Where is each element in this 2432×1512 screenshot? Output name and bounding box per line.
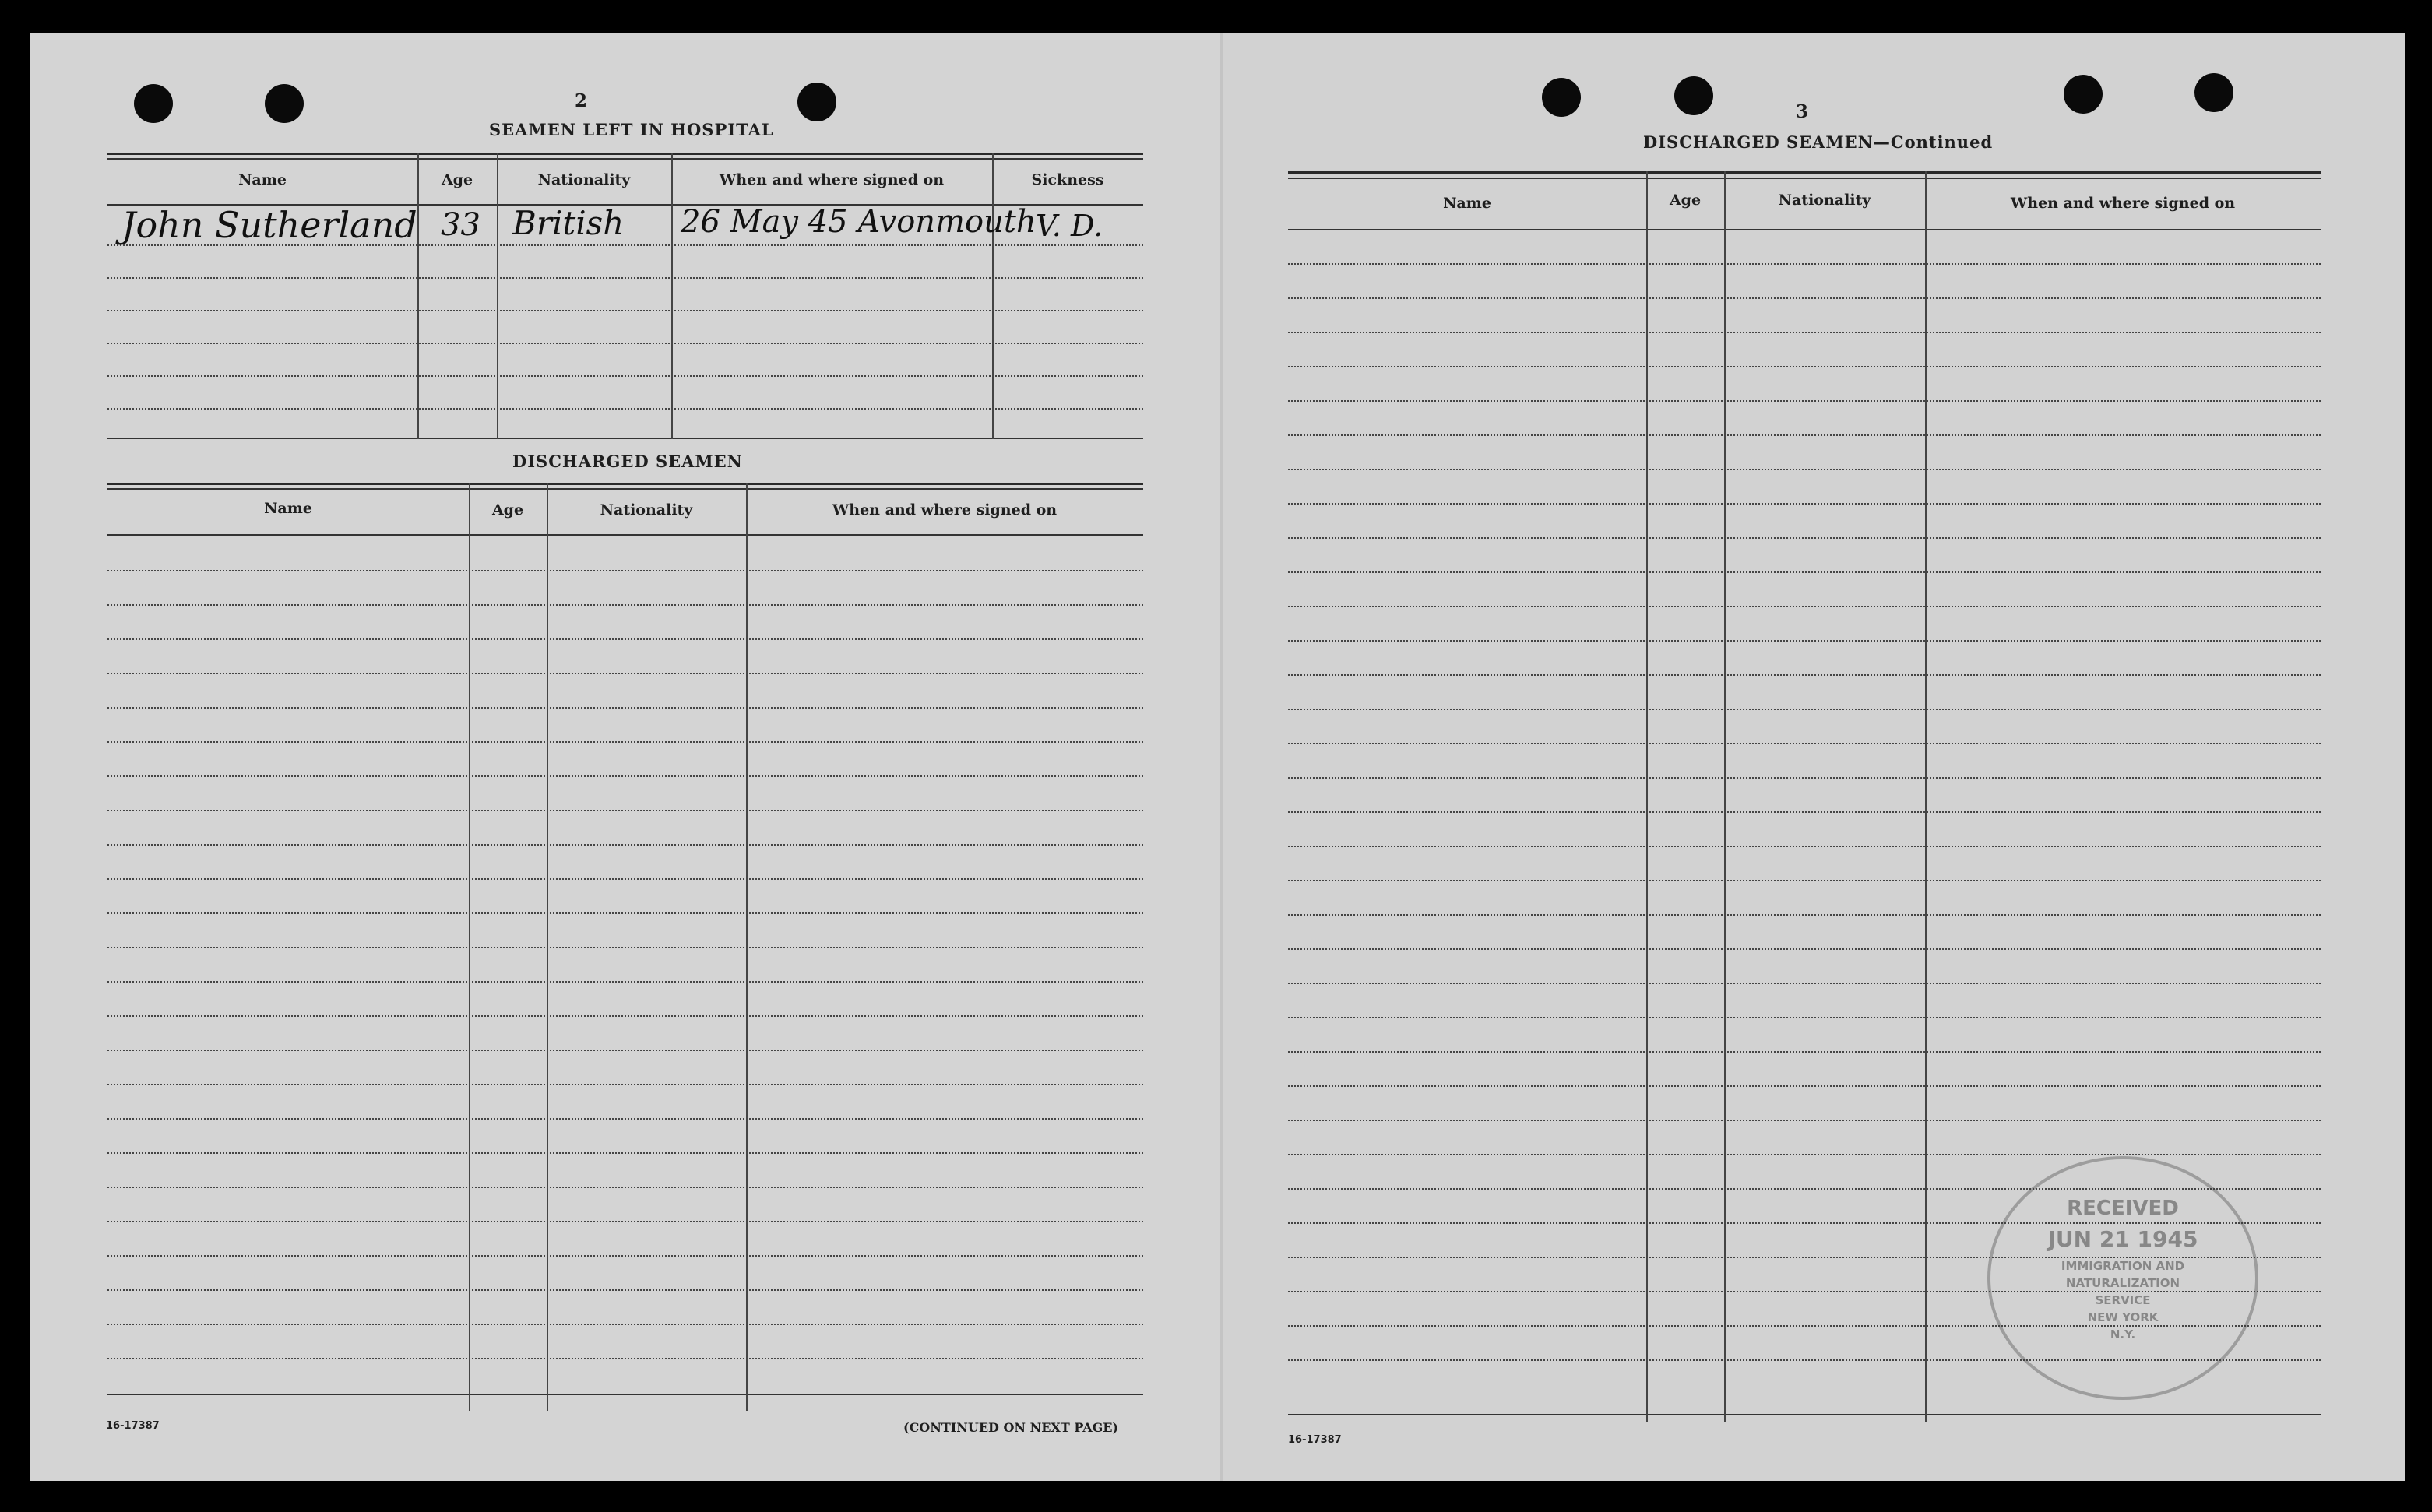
hospital-row-age: 33 <box>441 207 480 243</box>
stamp-date: JUN 21 1945 <box>2047 1226 2198 1252</box>
column-header-nationality: Nationality <box>600 501 693 519</box>
punch-hole <box>2064 75 2103 114</box>
column-header-signed-on: When and where signed on <box>2010 195 2236 212</box>
stamp-text: SERVICE <box>2095 1293 2151 1307</box>
stamp-text: NEW YORK <box>2087 1310 2159 1324</box>
punch-hole <box>797 83 836 121</box>
punch-hole <box>265 84 304 123</box>
page-number: 2 <box>575 90 588 111</box>
column-header-age: Age <box>491 501 524 519</box>
punch-hole <box>2194 73 2233 112</box>
discharged-table-left <box>107 483 1143 1411</box>
stamp-text: NATURALIZATION <box>2065 1276 2180 1290</box>
hospital-table <box>107 153 1143 439</box>
form-number: 16-17387 <box>1288 1434 1342 1446</box>
column-header-name: Name <box>1443 195 1491 212</box>
punch-hole <box>1674 76 1713 115</box>
column-header-signed-on: When and where signed on <box>719 171 945 188</box>
hospital-row-name: John Sutherland <box>121 204 417 246</box>
column-header-age: Age <box>441 171 473 188</box>
column-header-sickness: Sickness <box>1031 171 1104 188</box>
punch-hole <box>1542 78 1581 117</box>
discharged-section-title: DISCHARGED SEAMEN <box>512 452 743 471</box>
column-header-signed-on: When and where signed on <box>832 501 1058 519</box>
discharged-continued-title: DISCHARGED SEAMEN—Continued <box>1643 132 1994 152</box>
page-fold <box>1220 33 1223 1481</box>
hospital-row-nationality: British <box>512 204 625 242</box>
continued-footer: (CONTINUED ON NEXT PAGE) <box>903 1420 1119 1435</box>
punch-hole <box>134 84 173 123</box>
column-header-name: Name <box>238 171 287 188</box>
hospital-row-signed-on: 26 May 45 Avonmouth <box>681 204 1037 240</box>
column-header-nationality: Nationality <box>537 171 631 188</box>
column-header-nationality: Nationality <box>1778 192 1871 209</box>
column-header-age: Age <box>1669 192 1702 209</box>
stamp-text: RECEIVED <box>2067 1197 2179 1220</box>
form-number: 16-17387 <box>106 1420 160 1432</box>
received-stamp <box>1987 1156 2258 1400</box>
stamp-text: N.Y. <box>2110 1327 2136 1341</box>
hospital-row-sickness: V. D. <box>1036 209 1103 243</box>
page-number: 3 <box>1796 101 1809 122</box>
column-header-name: Name <box>264 500 312 517</box>
hospital-section-title: SEAMEN LEFT IN HOSPITAL <box>489 120 774 139</box>
stamp-text: IMMIGRATION AND <box>2061 1259 2185 1273</box>
